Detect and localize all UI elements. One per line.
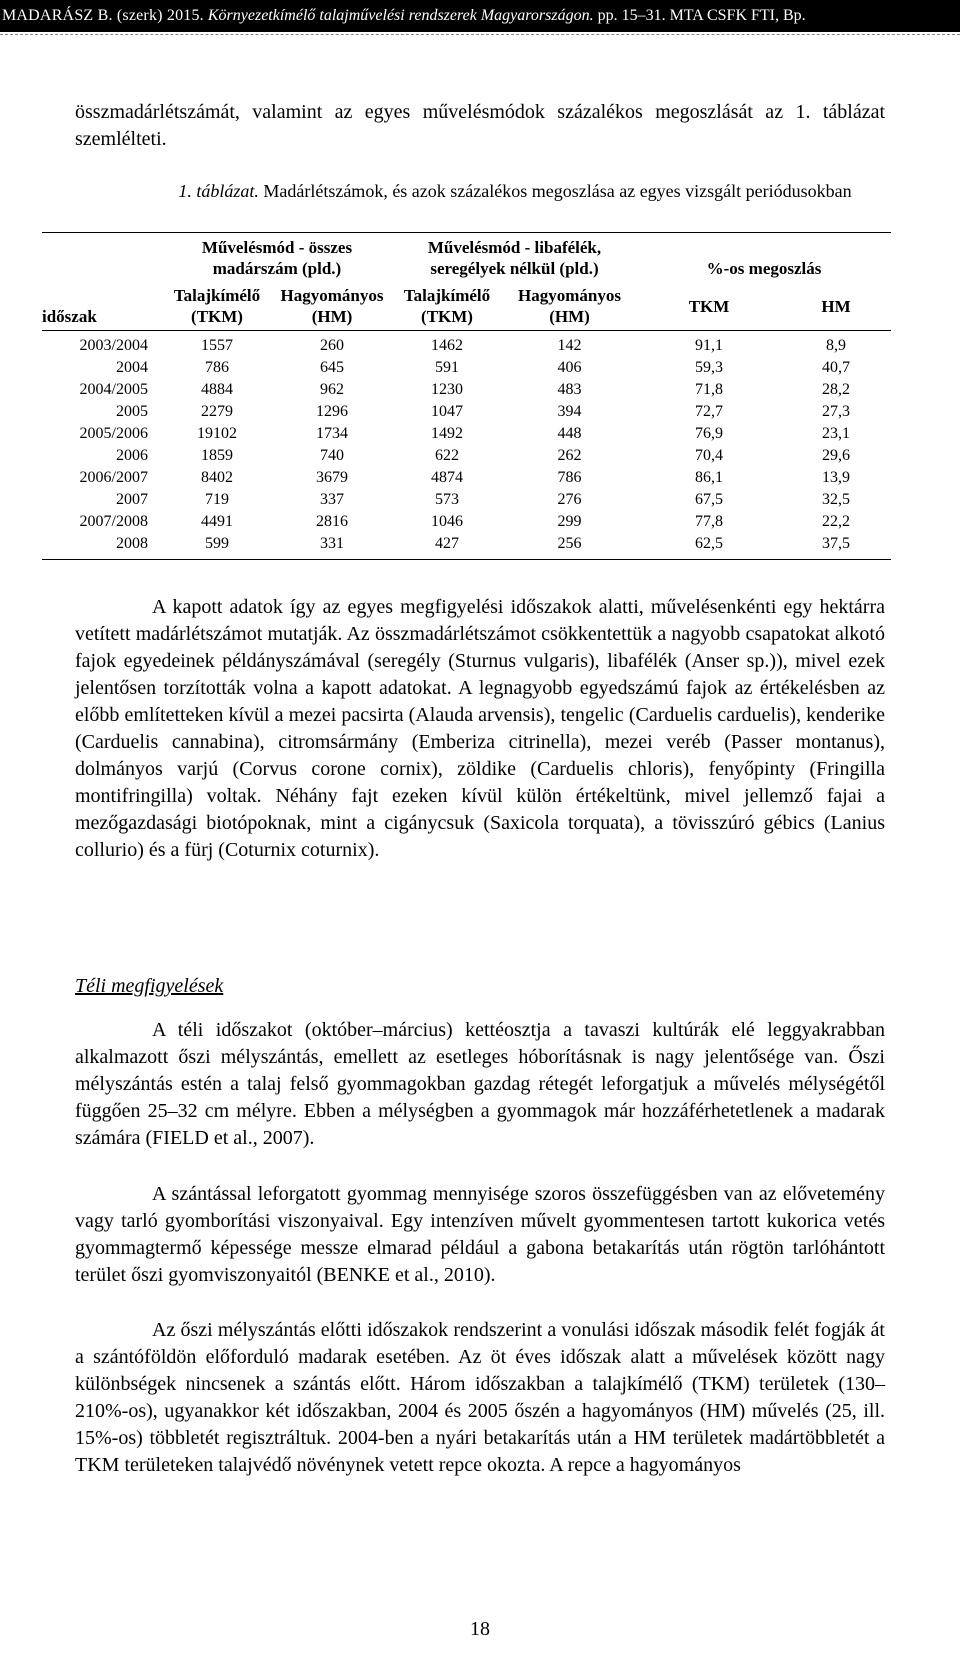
table-caption-label: 1. táblázat.	[178, 181, 259, 201]
table-cell: 1296	[316, 403, 348, 420]
table-cell: 262	[557, 447, 582, 464]
col-header-hm-total: Hagyományos (HM)	[280, 286, 384, 326]
col-header-period: időszak	[42, 307, 97, 326]
table-cell-period: 2005/2006	[79, 425, 148, 442]
table-cell-period: 2004	[116, 359, 148, 376]
table-row	[42, 533, 891, 560]
section-heading: Téli megfigyelések	[75, 975, 224, 997]
header-title: Környezetkímélő talajművelési rendszerek Magyarországon.	[207, 7, 594, 24]
table-cell: 2816	[316, 513, 348, 530]
table-cell: 786	[205, 359, 229, 376]
citation-benke: BENKE	[323, 1264, 390, 1286]
group-header-total: Művelésmód - összes madárszám (pld.)	[162, 233, 392, 280]
table-column-header-row	[42, 279, 891, 331]
page-number: 18	[470, 1618, 490, 1640]
table-cell: 23,1	[822, 425, 850, 442]
header-divider	[0, 34, 960, 35]
table-cell: 276	[557, 491, 582, 508]
table-cell: 142	[502, 331, 637, 358]
table-row	[42, 357, 891, 379]
table-cell: 19102	[197, 425, 237, 442]
table-cell: 37,5	[781, 533, 891, 560]
table-row	[42, 511, 891, 533]
col-header-tkm-percent: TKM	[688, 296, 730, 316]
table-cell: 740	[320, 447, 344, 464]
table-cell: 13,9	[822, 469, 850, 486]
table-cell: 427	[392, 533, 502, 560]
table-cell: 70,4	[695, 447, 723, 464]
table-cell: 1734	[316, 425, 348, 442]
table-cell-period: 2005	[116, 403, 148, 420]
table-cell: 32,5	[822, 491, 850, 508]
header-authors: MADARÁSZ B. (szerk) 2015.	[2, 7, 204, 24]
table-body	[42, 331, 891, 560]
table-caption-text: Madárlétszámok, és azok százalékos megoszlása az egyes vizsgált periódusokban	[263, 181, 852, 201]
paragraph-2: A téli időszakot (október–március) kettéosztja a tavaszi kultúrák elé leggyakrabban alkalmazott őszi mélyszántás, emellett az esetleges hóborításnak is nagy jelentősége van. Őszi mélyszántás estén a talaj felső gyommagokban gazdag rétegét leforgatjuk a művelés mélységétől függően 25–32 cm mélyre. Ebben a mélységben a gyommagok már hozzáférhetetlenek a madarak számára (FIELD et al., 2007).	[75, 1019, 885, 1149]
table-cell: 67,5	[695, 491, 723, 508]
table-cell: 91,1	[637, 331, 781, 358]
table-cell-period: 2007	[116, 491, 148, 508]
table-cell: 1492	[431, 425, 463, 442]
table-cell: 76,9	[695, 425, 723, 442]
bird-count-table	[42, 232, 891, 560]
table-cell: 256	[502, 533, 637, 560]
table-cell: 3679	[316, 469, 348, 486]
table-cell: 591	[435, 359, 459, 376]
table-cell-period: 2008	[42, 533, 162, 560]
table-cell: 1859	[201, 447, 233, 464]
table-cell: 77,8	[695, 513, 723, 530]
table-cell: 645	[320, 359, 344, 376]
table-cell: 786	[557, 469, 582, 486]
table-cell: 4491	[201, 513, 233, 530]
table-cell: 62,5	[637, 533, 781, 560]
group-header-percent: %-os megoszlás	[637, 233, 891, 280]
table-cell: 8402	[201, 469, 233, 486]
table-cell: 299	[557, 513, 582, 530]
table-cell: 28,2	[822, 381, 850, 398]
table-cell: 1462	[392, 331, 502, 358]
table-cell: 1230	[431, 381, 463, 398]
table-cell: 331	[272, 533, 392, 560]
table-cell: 27,3	[822, 403, 850, 420]
table-cell-period: 2007/2008	[79, 513, 148, 530]
table-cell: 622	[435, 447, 459, 464]
table-cell: 72,7	[695, 403, 723, 420]
table-group-header-row	[42, 233, 891, 280]
table-cell: 599	[162, 533, 272, 560]
table-cell: 1046	[431, 513, 463, 530]
table-cell: 260	[272, 331, 392, 358]
intro-paragraph: összmadárlétszámát, valamint az egyes művelésmódok százalékos megoszlását az 1. táblázat szemlélteti.	[75, 101, 885, 150]
table-cell: 962	[320, 381, 344, 398]
table-cell: 406	[557, 359, 582, 376]
group-header-filtered: Művelésmód - libafélék, seregélyek nélkül (pld.)	[392, 233, 637, 280]
table-cell: 22,2	[822, 513, 850, 530]
table-cell: 4884	[201, 381, 233, 398]
table-cell-period: 2003/2004	[42, 331, 162, 358]
table-cell: 394	[557, 403, 582, 420]
table-row	[42, 467, 891, 489]
table-cell-period: 2004/2005	[79, 381, 148, 398]
table-cell-period: 2006/2007	[79, 469, 148, 486]
paragraph-4: Az őszi mélyszántás előtti időszakok rendszerint a vonulási időszak második felét fogják át a szántóföldön előforduló madarak esetében. Az öt éves időszak alatt a művelések között nagy különbségek nincsenek a szántás előtt. Három időszakban a talajkímélő (TKM) területek (130–210%-os), ugyanakkor két időszakban, 2004 és 2005 őszén a hagyományos (HM) művelés (25, ill. 15%-os) többletét regisztráltuk. 2004-ben a nyári betakarítás után a HM területek madártöbbletét a TKM területeken talajvédő növénynek vetett repce okozta. A repce a hagyományos	[75, 1319, 885, 1476]
col-header-tkm-total: Talajkímélő (TKM)	[173, 286, 261, 326]
header-pages: pp. 15–31. MTA CSFK FTI, Bp.	[597, 7, 806, 24]
table-row	[42, 489, 891, 511]
table-row	[42, 379, 891, 401]
table-caption	[140, 178, 890, 204]
table-cell: 86,1	[695, 469, 723, 486]
col-header-hm-filtered: Hagyományos (HM)	[518, 286, 621, 326]
table-cell: 8,9	[781, 331, 891, 358]
table-cell-period: 2006	[116, 447, 148, 464]
table-row	[42, 401, 891, 423]
table-cell: 40,7	[822, 359, 850, 376]
table-cell: 59,3	[695, 359, 723, 376]
running-header	[0, 0, 960, 32]
col-header-hm-percent: HM	[821, 296, 851, 316]
table-cell: 2279	[201, 403, 233, 420]
citation-field: FIELD	[152, 1127, 209, 1149]
paragraph-3: A szántással leforgatott gyommag mennyisége szoros összefüggésben van az elővetemény vagy tarló gyomborítási viszonyaival. Egy intenzíven művelt gyommentesen tartott kukorica vetés gyommagtermő képessége messze elmarad például a gabona betakarítás után rögtön tarlóhántott terület őszi gyomviszonyaitól (BENKE et al., 2010).	[75, 1183, 885, 1286]
table-cell: 337	[320, 491, 344, 508]
table-cell: 71,8	[695, 381, 723, 398]
paragraph-1: A kapott adatok így az egyes megfigyelési időszakok alatti, művelésenkénti egy hektárra vetített madárlétszámot mutatják. Az összmadárlétszámot csökkentettük a nagyobb csapatokat alkotó fajok egyedeinek példányszámával (seregély (Sturnus vulgaris), libafélék (Anser sp.)), mivel ezek jelentősen torzították volna a kapott adatokat. A legnagyobb egyedszámú fajok az értékelésben az előbb említetteken kívül a mezei pacsirta (Alauda arvensis), tengelic (Carduelis carduelis), kenderike (Carduelis cannabina), citromsármány (Emberiza citrinella), mezei veréb (Passer montanus), dolmányos varjú (Corvus corone cornix), zöldike (Carduelis chloris), fenyőpinty (Fringilla montifringilla) voltak. Néhány fajt ezeken kívül külön értékeltünk, mivel jellemző fajai a mezőgazdasági biotópoknak, mint a cigánycsuk (Saxicola torquata), a tövisszúró gébics (Lanius collurio) és a fürj (Coturnix coturnix).	[75, 596, 885, 861]
table-cell: 1557	[162, 331, 272, 358]
table-cell: 483	[557, 381, 582, 398]
table-cell: 29,6	[822, 447, 850, 464]
table-row	[42, 445, 891, 467]
table-cell: 4874	[431, 469, 463, 486]
table-cell: 719	[205, 491, 229, 508]
table-cell: 573	[435, 491, 459, 508]
table-cell: 448	[557, 425, 582, 442]
table-row	[42, 331, 891, 358]
col-header-tkm-filtered: Talajkímélő (TKM)	[403, 286, 491, 326]
table-cell: 1047	[431, 403, 463, 420]
table-row	[42, 423, 891, 445]
